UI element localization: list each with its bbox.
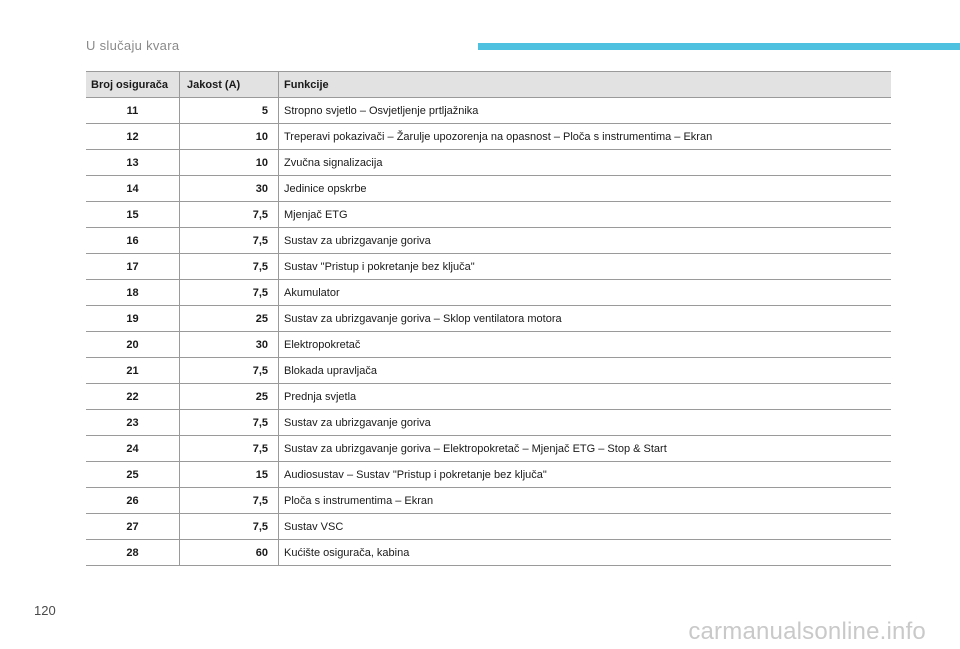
function-cell: Sustav "Pristup i pokretanje bez ključa" [279,254,892,280]
amperage-cell: 7,5 [180,280,279,306]
amperage-cell: 7,5 [180,358,279,384]
amperage-cell: 7,5 [180,202,279,228]
fuse-table [86,71,891,566]
function-cell: Sustav za ubrizgavanje goriva [279,228,892,254]
fuse-number-cell: 19 [86,306,180,332]
fuse-number-cell: 14 [86,176,180,202]
table-row [86,488,891,514]
function-cell: Sustav za ubrizgavanje goriva – Sklop ventilatora motora [279,306,892,332]
fuse-number-cell: 28 [86,540,180,566]
fuse-number-cell: 23 [86,410,180,436]
function-cell: Zvučna signalizacija [279,150,892,176]
function-cell: Blokada upravljača [279,358,892,384]
table-header-row [86,72,891,98]
fuse-number-cell: 26 [86,488,180,514]
table-row [86,514,891,540]
amperage-cell: 7,5 [180,254,279,280]
table-row [86,358,891,384]
function-cell: Sustav za ubrizgavanje goriva [279,410,892,436]
amperage-cell: 10 [180,150,279,176]
watermark-link[interactable]: carmanualsonline.info [688,618,926,645]
amperage-cell: 7,5 [180,514,279,540]
function-cell: Sustav VSC [279,514,892,540]
function-cell: Audiosustav – Sustav "Pristup i pokretanje bez ključa" [279,462,892,488]
fuse-number-cell: 11 [86,98,180,124]
amperage-cell: 10 [180,124,279,150]
section-title: U slučaju kvara [86,38,180,53]
table-row [86,410,891,436]
function-cell: Stropno svjetlo – Osvjetljenje prtljažnika [279,98,892,124]
fuse-number-cell: 27 [86,514,180,540]
fuse-number-cell: 12 [86,124,180,150]
table-row [86,540,891,566]
function-cell: Elektropokretač [279,332,892,358]
function-cell: Akumulator [279,280,892,306]
fuse-number-cell: 18 [86,280,180,306]
table-row [86,98,891,124]
amperage-cell: 7,5 [180,228,279,254]
function-cell: Prednja svjetla [279,384,892,410]
column-header-functions: Funkcije [279,72,892,98]
amperage-cell: 7,5 [180,410,279,436]
amperage-cell: 30 [180,332,279,358]
function-cell: Mjenjač ETG [279,202,892,228]
accent-bar [478,43,960,50]
amperage-cell: 25 [180,384,279,410]
fuse-number-cell: 24 [86,436,180,462]
amperage-cell: 30 [180,176,279,202]
amperage-cell: 25 [180,306,279,332]
amperage-cell: 7,5 [180,436,279,462]
fuse-number-cell: 21 [86,358,180,384]
table-row [86,280,891,306]
function-cell: Treperavi pokazivači – Žarulje upozorenja na opasnost – Ploča s instrumentima – Ekran [279,124,892,150]
fuse-number-cell: 20 [86,332,180,358]
fuse-number-cell: 17 [86,254,180,280]
fuse-number-cell: 22 [86,384,180,410]
fuse-number-cell: 13 [86,150,180,176]
table-row [86,202,891,228]
fuse-number-cell: 25 [86,462,180,488]
page-number: 120 [34,603,56,618]
table-row [86,436,891,462]
fuse-number-cell: 16 [86,228,180,254]
table-row [86,332,891,358]
function-cell: Sustav za ubrizgavanje goriva – Elektropokretač – Mjenjač ETG – Stop & Start [279,436,892,462]
table-row [86,462,891,488]
table-row [86,306,891,332]
amperage-cell: 60 [180,540,279,566]
table-row [86,124,891,150]
table-body [86,98,891,566]
function-cell: Jedinice opskrbe [279,176,892,202]
column-header-fuse-number: Broj osigurača [86,72,180,98]
amperage-cell: 7,5 [180,488,279,514]
function-cell: Ploča s instrumentima – Ekran [279,488,892,514]
table-row [86,384,891,410]
function-cell: Kućište osigurača, kabina [279,540,892,566]
amperage-cell: 15 [180,462,279,488]
table-row [86,254,891,280]
table-row [86,176,891,202]
table-row [86,228,891,254]
amperage-cell: 5 [180,98,279,124]
column-header-amperage: Jakost (A) [180,72,279,98]
fuse-number-cell: 15 [86,202,180,228]
table-row [86,150,891,176]
